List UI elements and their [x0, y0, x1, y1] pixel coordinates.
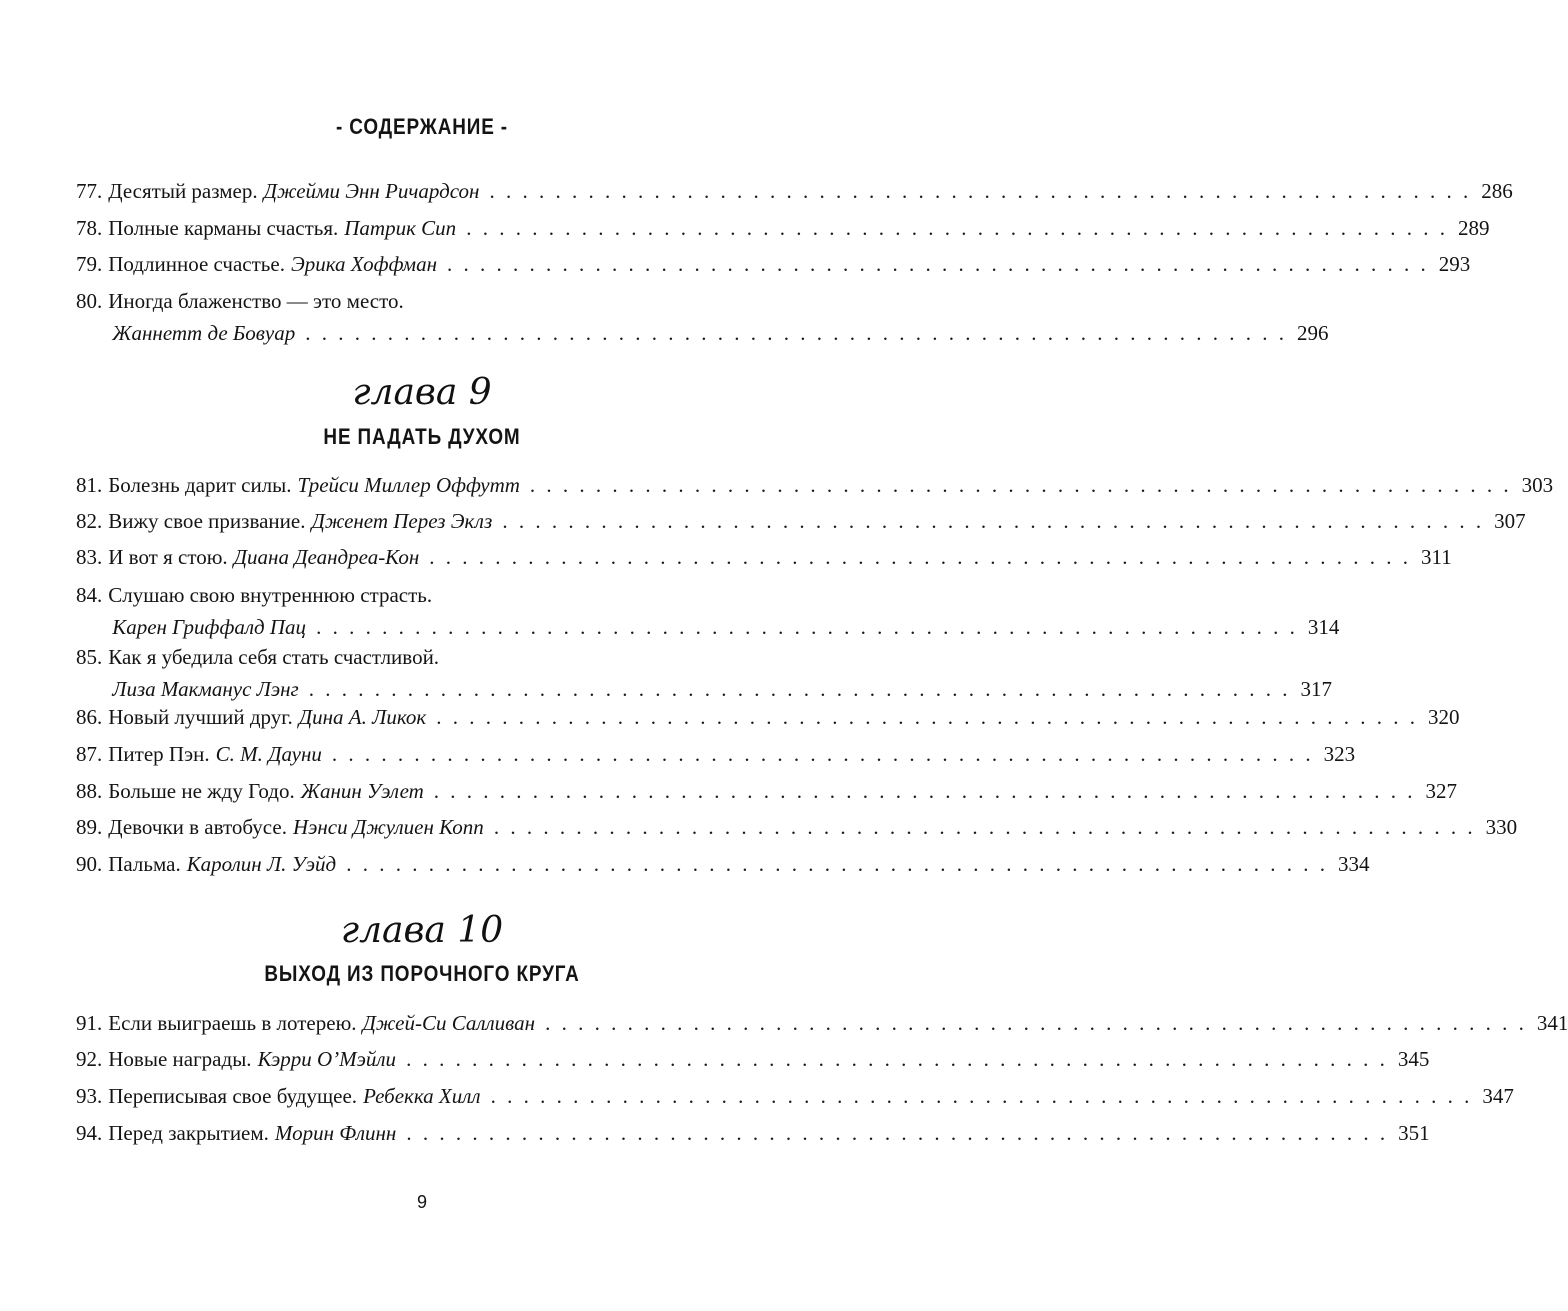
entry-page: 303 [1521, 473, 1554, 497]
chapter-label: глава 9 [352, 372, 492, 413]
entry-title: Подлинное счастье. [108, 252, 285, 276]
toc-entry[interactable] [76, 1044, 1430, 1074]
leader-dots: . . . . . . . . . . . . . . . . . . . . . . . . . . . . . . . . . . . . . . . . . . . . . . . . . . . . . . . . . . . . [406, 1121, 1389, 1145]
toc-entry[interactable] [76, 213, 1490, 243]
leader-dots: . . . . . . . . . . . . . . . . . . . . . . . . . . . . . . . . . . . . . . . . . . . . . . . . . . . . . . . . . . . . [466, 216, 1448, 240]
entry-title: И вот я стою. [108, 545, 228, 569]
entry-title: Перед закрытием. [108, 1121, 269, 1145]
toc-entry[interactable] [76, 470, 1554, 500]
toc-entry[interactable] [76, 812, 1518, 842]
leader-dots: . . . . . . . . . . . . . . . . . . . . . . . . . . . . . . . . . . . . . . . . . . . . . . . . . . . . . . . . . . . . [502, 509, 1485, 533]
entry-page: 293 [1438, 252, 1471, 276]
leader-dots: . . . . . . . . . . . . . . . . . . . . . . . . . . . . . . . . . . . . . . . . . . . . . . . . . . . . . . . . . . . . [308, 677, 1291, 701]
entry-number: 80. [76, 289, 103, 313]
page-header: - СОДЕРЖАНИЕ - [336, 114, 508, 139]
leader-dots: . . . . . . . . . . . . . . . . . . . . . . . . . . . . . . . . . . . . . . . . . . . . . . . . . . . . . . . . . . . . [493, 815, 1476, 839]
entry-author: Джейми Энн Ричардсон [263, 179, 480, 203]
chapter-title: ВЫХОД ИЗ ПОРОЧНОГО КРУГА [264, 961, 580, 986]
leader-dots: . . . . . . . . . . . . . . . . . . . . . . . . . . . . . . . . . . . . . . . . . . . . . . . . . . . . . . . . . . . . [433, 779, 1416, 803]
leader-dots: . . . . . . . . . . . . . . . . . . . . . . . . . . . . . . . . . . . . . . . . . . . . . . . . . . . . . . . . . . . . [490, 1084, 1473, 1108]
entry-title: Десятый размер. [108, 179, 258, 203]
entry-page: 345 [1397, 1047, 1430, 1071]
entry-author: С. М. Дауни [215, 742, 322, 766]
entry-author: Нэнси Джулиен Копп [292, 815, 484, 839]
leader-dots: . . . . . . . . . . . . . . . . . . . . . . . . . . . . . . . . . . . . . . . . . . . . . . . . . . . . . . . . . . . . [406, 1047, 1388, 1071]
entry-page: 311 [1421, 545, 1452, 569]
entry-author: Диана Деандреа-Кон [233, 545, 420, 569]
toc-entry[interactable] [76, 1081, 1514, 1111]
toc-entry[interactable] [76, 849, 1370, 879]
entry-number: 87. [76, 742, 103, 766]
leader-dots: . . . . . . . . . . . . . . . . . . . . . . . . . . . . . . . . . . . . . . . . . . . . . . . . . . . . . . . . . . . . [429, 545, 1411, 569]
toc-entry[interactable] [76, 506, 1526, 536]
entry-author: Трейси Миллер Оффутт [297, 473, 520, 497]
entry-page: 307 [1494, 509, 1526, 533]
entry-page: 296 [1296, 321, 1329, 345]
entry-title: Болезнь дарит силы. [108, 473, 292, 497]
entry-number: 91. [76, 1011, 103, 1035]
entry-number: 81. [76, 473, 103, 497]
entry-number: 94. [76, 1121, 103, 1145]
entry-page: 320 [1427, 705, 1460, 729]
leader-dots: . . . . . . . . . . . . . . . . . . . . . . . . . . . . . . . . . . . . . . . . . . . . . . . . . . . . . . . . . . . . [529, 473, 1512, 497]
entry-number: 93. [76, 1084, 103, 1108]
entry-title: Если выиграешь в лотерею. [108, 1011, 357, 1035]
entry-page: 341 [1536, 1011, 1568, 1035]
entry-author: Жанин Уэлет [300, 779, 424, 803]
leader-dots: . . . . . . . . . . . . . . . . . . . . . . . . . . . . . . . . . . . . . . . . . . . . . . . . . . . . . . . . . . . . [305, 321, 1287, 345]
entry-page: 330 [1485, 815, 1518, 839]
entry-number: 92. [76, 1047, 103, 1071]
entry-author: Жаннетт де Бовуар [112, 321, 296, 345]
entry-page: 323 [1323, 742, 1356, 766]
entry-page: 314 [1307, 615, 1340, 639]
entry-page: 334 [1337, 852, 1370, 876]
entry-author: Морин Флинн [274, 1121, 397, 1145]
entry-number: 79. [76, 252, 103, 276]
toc-entry[interactable] [76, 1118, 1430, 1148]
toc-entry[interactable] [76, 176, 1513, 206]
entry-title: Питер Пэн. [108, 742, 210, 766]
entry-page: 327 [1425, 779, 1458, 803]
toc-entry[interactable] [76, 776, 1458, 806]
entry-author: Лиза Макманус Лэнг [112, 677, 299, 701]
leader-dots: . . . . . . . . . . . . . . . . . . . . . . . . . . . . . . . . . . . . . . . . . . . . . . . . . . . . . . . . . . . . [489, 179, 1472, 203]
page-number: 9 [416, 1192, 427, 1212]
leader-dots: . . . . . . . . . . . . . . . . . . . . . . . . . . . . . . . . . . . . . . . . . . . . . . . . . . . . . . . . . . . . [436, 705, 1418, 729]
entry-number: 90. [76, 852, 103, 876]
entry-page: 317 [1300, 677, 1332, 701]
leader-dots: . . . . . . . . . . . . . . . . . . . . . . . . . . . . . . . . . . . . . . . . . . . . . . . . . . . . . . . . . . . . [545, 1011, 1527, 1035]
entry-number: 82. [76, 509, 103, 533]
entry-number: 88. [76, 779, 103, 803]
entry-page: 347 [1482, 1084, 1514, 1108]
entry-title: Новый лучший друг. [108, 705, 293, 729]
toc-entry[interactable] [76, 286, 1329, 348]
entry-number: 83. [76, 545, 103, 569]
entry-author: Дженет Перез Эклз [311, 509, 493, 533]
entry-title: Полные карманы счастья. [108, 216, 339, 240]
entry-title: Иногда блаженство — это место. [108, 289, 404, 313]
entry-page: 286 [1481, 179, 1513, 203]
entry-number: 84. [76, 583, 103, 607]
entry-title: Больше не жду Годо. [108, 779, 295, 803]
entry-author: Каролин Л. Уэйд [186, 852, 337, 876]
toc-entry[interactable] [76, 542, 1452, 572]
entry-author: Патрик Сип [344, 216, 457, 240]
entry-number: 77. [76, 179, 103, 203]
entry-number: 78. [76, 216, 103, 240]
entry-author: Эрика Хоффман [290, 252, 437, 276]
entry-author: Кэрри О’Мэйли [257, 1047, 397, 1071]
entry-title: Переписывая свое будущее. [108, 1084, 358, 1108]
entry-page: 351 [1398, 1121, 1430, 1145]
entry-number: 89. [76, 815, 103, 839]
entry-author: Карен Гриффалд Пац [112, 615, 307, 639]
chapter-title: НЕ ПАДАТЬ ДУХОМ [323, 424, 521, 449]
leader-dots: . . . . . . . . . . . . . . . . . . . . . . . . . . . . . . . . . . . . . . . . . . . . . . . . . . . . . . . . . . . . [447, 252, 1429, 276]
toc-entry[interactable] [76, 702, 1460, 732]
toc-entry[interactable] [76, 1008, 1568, 1038]
toc-entry[interactable] [76, 739, 1356, 769]
toc-entry[interactable] [76, 249, 1471, 279]
leader-dots: . . . . . . . . . . . . . . . . . . . . . . . . . . . . . . . . . . . . . . . . . . . . . . . . . . . . . . . . . . . . [331, 742, 1314, 766]
entry-title: Пальма. [108, 852, 181, 876]
entry-author: Джей-Си Салливан [362, 1011, 536, 1035]
entry-page: 289 [1457, 216, 1490, 240]
toc-entry[interactable] [76, 642, 1332, 704]
leader-dots: . . . . . . . . . . . . . . . . . . . . . . . . . . . . . . . . . . . . . . . . . . . . . . . . . . . . . . . . . . . . [316, 615, 1298, 639]
entry-number: 86. [76, 705, 103, 729]
entry-title: Вижу свое призвание. [108, 509, 306, 533]
entry-author: Ребекка Хилл [363, 1084, 481, 1108]
leader-dots: . . . . . . . . . . . . . . . . . . . . . . . . . . . . . . . . . . . . . . . . . . . . . . . . . . . . . . . . . . . . [346, 852, 1328, 876]
entry-number: 85. [76, 645, 103, 669]
entry-author: Дина А. Ликок [298, 705, 427, 729]
toc-entry[interactable] [76, 580, 1340, 642]
entry-title: Слушаю свою внутреннюю страсть. [108, 583, 433, 607]
entry-title: Девочки в автобусе. [108, 815, 287, 839]
entry-title: Как я убедила себя стать счастливой. [108, 645, 440, 669]
chapter-label: глава 10 [340, 910, 504, 951]
entry-title: Новые награды. [108, 1047, 252, 1071]
